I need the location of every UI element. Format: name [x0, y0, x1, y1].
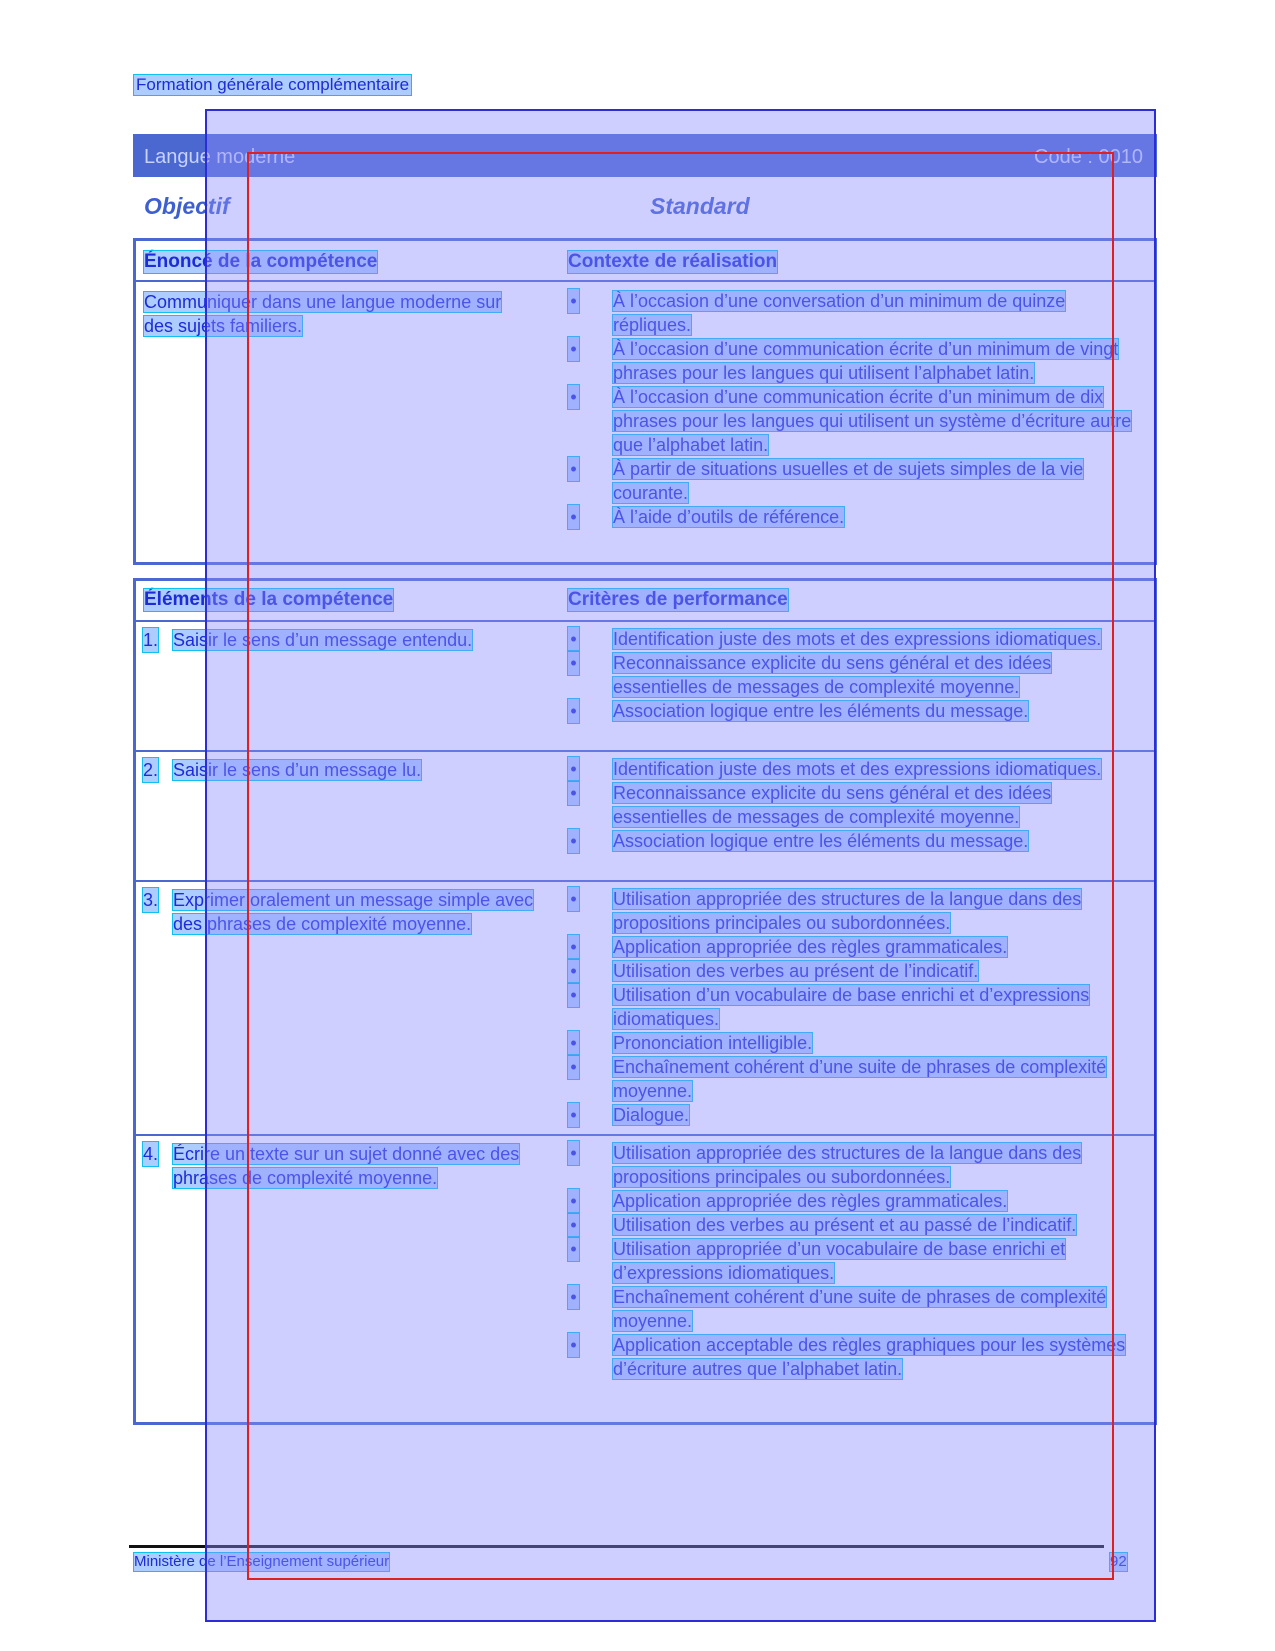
- banner-title: Langue moderne: [144, 146, 296, 168]
- table-divider: [133, 620, 1157, 622]
- bullet-icon: •: [568, 699, 579, 723]
- criteria-list: [568, 627, 1133, 723]
- bullet-icon: •: [568, 887, 579, 911]
- list-item-text: À partir de situations usuelles et de sujets simples de la vie courante.: [613, 459, 1084, 503]
- table-divider: [133, 750, 1157, 752]
- list-item: [568, 289, 1133, 337]
- list-item: [568, 1285, 1133, 1333]
- list-item-text: À l’aide d’outils de référence.: [613, 507, 845, 527]
- bullet-icon: •: [568, 385, 579, 409]
- element-number: 4.: [143, 1144, 159, 1164]
- bullet-icon: •: [568, 457, 579, 481]
- bullet-icon: •: [568, 781, 579, 805]
- list-item: [568, 935, 1133, 959]
- bullet-icon: •: [568, 1189, 579, 1213]
- bullet-icon: •: [568, 505, 579, 529]
- bullet-icon: •: [568, 289, 579, 313]
- list-item-text: Identification juste des mots et des expressions idiomatiques.: [613, 629, 1102, 649]
- list-item: [568, 983, 1133, 1031]
- list-item: [568, 457, 1133, 505]
- element-text: Exprimer oralement un message simple avec des phrases de complexité moyenne.: [173, 890, 534, 934]
- element-number: 1.: [143, 630, 159, 650]
- list-item-text: Utilisation d’un vocabulaire de base enrichi et d’expressions idiomatiques.: [613, 985, 1090, 1029]
- list-item-text: Enchaînement cohérent d’une suite de phrases de complexité moyenne.: [613, 1057, 1107, 1101]
- list-item-text: Reconnaissance explicite du sens général et des idées essentielles de messages de complexité moyenne.: [613, 783, 1052, 827]
- bullet-icon: •: [568, 935, 579, 959]
- bullet-icon: •: [568, 1141, 579, 1165]
- context-header: Contexte de réalisation: [568, 251, 778, 272]
- context-list: [568, 289, 1133, 529]
- list-item: [568, 887, 1133, 935]
- list-item: [568, 1213, 1133, 1237]
- bullet-icon: •: [568, 1213, 579, 1237]
- bullet-icon: •: [568, 983, 579, 1007]
- list-item: [568, 1103, 1133, 1127]
- list-item: [568, 505, 1133, 529]
- banner-code: Code : 0010: [1034, 146, 1143, 168]
- bullet-icon: •: [568, 1031, 579, 1055]
- bullet-icon: •: [568, 627, 579, 651]
- criteria-list: [568, 887, 1133, 1127]
- list-item-text: Application appropriée des règles grammaticales.: [613, 1191, 1008, 1211]
- list-item: [568, 699, 1133, 723]
- element-item: [143, 888, 543, 936]
- objectif-heading: Objectif: [144, 193, 230, 219]
- list-item: [568, 757, 1133, 781]
- list-item-text: Identification juste des mots et des expressions idiomatiques.: [613, 759, 1102, 779]
- list-item: [568, 627, 1133, 651]
- bullet-icon: •: [568, 337, 579, 361]
- element-text: Écrire un texte sur un sujet donné avec des phrases de complexité moyenne.: [173, 1144, 520, 1188]
- running-head: Formation générale complémentaire: [136, 75, 410, 94]
- element-text: Saisir le sens d’un message entendu.: [173, 630, 473, 650]
- list-item: [568, 1031, 1133, 1055]
- list-item-text: Reconnaissance explicite du sens général et des idées essentielles de messages de complexité moyenne.: [613, 653, 1052, 697]
- bullet-icon: •: [568, 1055, 579, 1079]
- element-item: [143, 1142, 543, 1190]
- element-number: 2.: [143, 760, 159, 780]
- list-item: [568, 829, 1133, 853]
- list-item-text: Application acceptable des règles graphiques pour les systèmes d’écriture autres que l’alphabet latin.: [613, 1335, 1126, 1379]
- footer-publisher: Ministère de l’Enseignement supérieur: [134, 1553, 390, 1570]
- standard-heading: Standard: [650, 193, 750, 219]
- list-item-text: Application appropriée des règles grammaticales.: [613, 937, 1008, 957]
- list-item: [568, 1333, 1133, 1381]
- list-item-text: À l’occasion d’une conversation d’un minimum de quinze répliques.: [613, 291, 1066, 335]
- list-item-text: Prononciation intelligible.: [613, 1033, 813, 1053]
- footer-rule: [129, 1545, 1104, 1548]
- list-item: [568, 385, 1133, 457]
- list-item: [568, 1189, 1133, 1213]
- element-item: [143, 628, 543, 652]
- statement-header: Énoncé de la compétence: [144, 251, 378, 272]
- bullet-icon: •: [568, 829, 579, 853]
- bullet-icon: •: [568, 1333, 579, 1357]
- list-item-text: À l’occasion d’une communication écrite d’un minimum de vingt phrases pour les langues qui utilisent l’alphabet latin.: [613, 339, 1119, 383]
- list-item-text: Utilisation des verbes au présent de l’indicatif.: [613, 961, 979, 981]
- list-item-text: Utilisation appropriée des structures de la langue dans des propositions principales ou subordonnées.: [613, 889, 1082, 933]
- criteria-header: Critères de performance: [568, 589, 788, 610]
- list-item: [568, 651, 1133, 699]
- element-item: [143, 758, 543, 782]
- list-item: [568, 1055, 1133, 1103]
- list-item-text: Enchaînement cohérent d’une suite de phrases de complexité moyenne.: [613, 1287, 1107, 1331]
- bullet-icon: •: [568, 959, 579, 983]
- list-item-text: Utilisation appropriée des structures de la langue dans des propositions principales ou subordonnées.: [613, 1143, 1082, 1187]
- bullet-icon: •: [568, 1103, 579, 1127]
- list-item-text: Association logique entre les éléments du message.: [613, 701, 1029, 721]
- list-item: [568, 337, 1133, 385]
- list-item-text: Utilisation appropriée d’un vocabulaire de base enrichi et d’expressions idiomatiques.: [613, 1239, 1066, 1283]
- list-item-text: Dialogue.: [613, 1105, 690, 1125]
- element-text: Saisir le sens d’un message lu.: [173, 760, 422, 780]
- bullet-icon: •: [568, 1237, 579, 1261]
- list-item: [568, 1141, 1133, 1189]
- list-item-text: Association logique entre les éléments du message.: [613, 831, 1029, 851]
- list-item-text: À l’occasion d’une communication écrite d’un minimum de dix phrases pour les langues qui utilisent un système d’écriture autre que l’alphabet latin.: [613, 387, 1132, 455]
- elements-header: Éléments de la compétence: [144, 589, 394, 610]
- bullet-icon: •: [568, 651, 579, 675]
- list-item: [568, 959, 1133, 983]
- table-divider: [133, 1134, 1157, 1136]
- list-item: [568, 1237, 1133, 1285]
- list-item-text: Utilisation des verbes au présent et au passé de l’indicatif.: [613, 1215, 1077, 1235]
- competence-statement: Communiquer dans une langue moderne sur des sujets familiers.: [144, 292, 502, 336]
- table-divider: [133, 880, 1157, 882]
- criteria-list: [568, 1141, 1133, 1381]
- table-divider: [133, 280, 1157, 282]
- list-item: [568, 781, 1133, 829]
- criteria-list: [568, 757, 1133, 853]
- bullet-icon: •: [568, 757, 579, 781]
- bullet-icon: •: [568, 1285, 579, 1309]
- element-number: 3.: [143, 890, 159, 910]
- page-number: 92: [1110, 1553, 1127, 1570]
